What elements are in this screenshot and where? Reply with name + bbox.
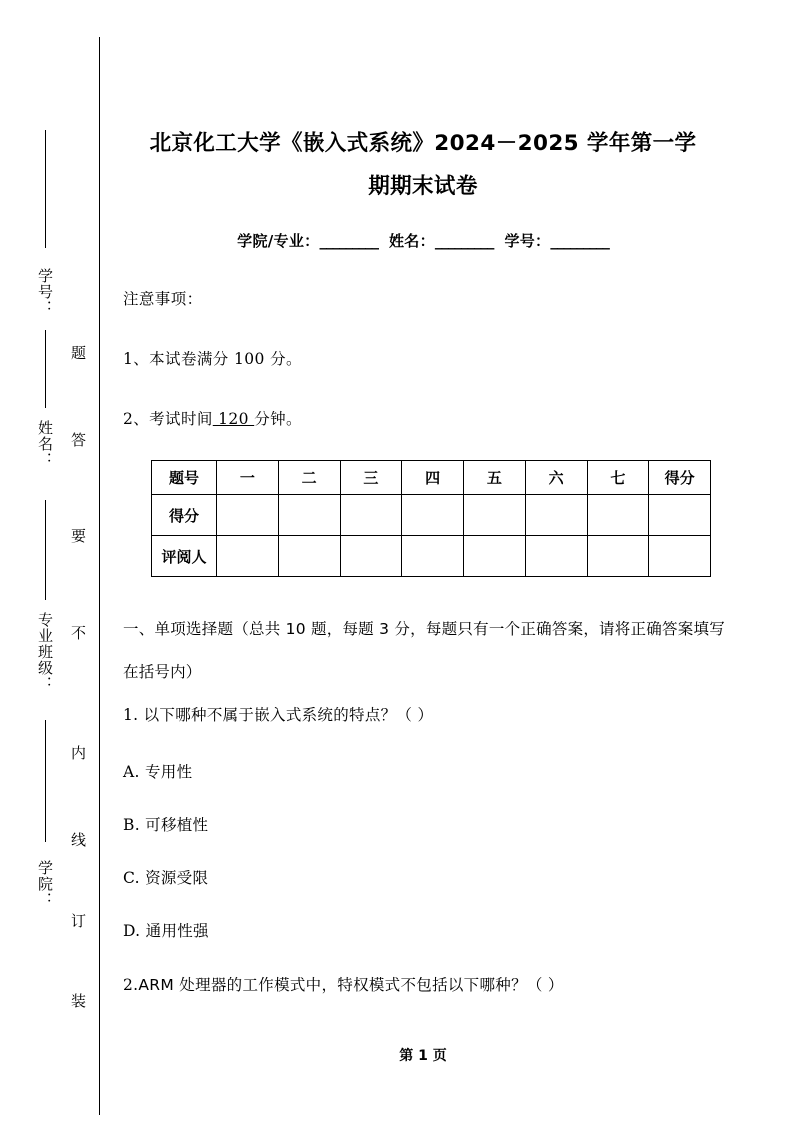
option-text: 专用性 xyxy=(144,763,193,781)
table-header-cell: 三 xyxy=(340,461,402,495)
notes-item-1: 1、本试卷满分 100 分。 xyxy=(123,350,302,368)
seal-char: 不 xyxy=(69,625,87,640)
table-header-cell: 七 xyxy=(587,461,649,495)
sidebar-divider-line xyxy=(99,37,100,1115)
section-heading-1: 一、单项选择题（总共 10 题，每题 3 分，每题只有一个正确答案，请将正确答案填写在括号内） xyxy=(123,620,725,681)
grader-cell[interactable] xyxy=(649,536,711,577)
sidebar-label-major-class: 专业班级： xyxy=(36,612,54,692)
option-letter: D. xyxy=(123,922,141,940)
grader-cell[interactable] xyxy=(402,536,464,577)
option-letter: A. xyxy=(123,763,140,781)
score-cell[interactable] xyxy=(217,495,279,536)
college-major-blank[interactable]: _________ xyxy=(319,232,378,250)
grader-cell[interactable] xyxy=(278,536,340,577)
sidebar-label-college: 学院： xyxy=(36,860,54,908)
grader-cell[interactable] xyxy=(340,536,402,577)
score-cell[interactable] xyxy=(402,495,464,536)
table-header-cell: 题号 xyxy=(152,461,217,495)
table-row xyxy=(152,536,711,577)
score-cell[interactable] xyxy=(525,495,587,536)
score-table xyxy=(151,460,711,577)
table-header-cell: 得分 xyxy=(649,461,711,495)
name-label: 姓名： xyxy=(388,232,435,250)
seal-char: 答 xyxy=(69,432,87,447)
question-2-number: 2. xyxy=(123,976,139,994)
grader-cell[interactable] xyxy=(587,536,649,577)
table-header-cell: 二 xyxy=(278,461,340,495)
table-header-cell: 一 xyxy=(217,461,279,495)
question-1-text: 以下哪种不属于嵌入式系统的特点？（ ） xyxy=(143,706,434,724)
question-1-option-d[interactable] xyxy=(123,919,723,941)
grader-cell[interactable] xyxy=(464,536,526,577)
option-letter: B. xyxy=(123,816,140,834)
seal-char: 要 xyxy=(69,528,87,543)
score-cell[interactable] xyxy=(587,495,649,536)
notes-heading: 注意事项： xyxy=(123,290,203,308)
page-title xyxy=(123,122,723,208)
table-row-label: 得分 xyxy=(152,495,217,536)
sidebar-seal-line-text xyxy=(63,0,93,1122)
name-blank[interactable]: _________ xyxy=(434,232,494,250)
score-cell[interactable] xyxy=(464,495,526,536)
table-row xyxy=(152,461,711,495)
grader-cell[interactable] xyxy=(217,536,279,577)
seal-char: 线 xyxy=(69,832,87,847)
notes-item-2 xyxy=(123,407,723,429)
college-major-label: 学院/专业： xyxy=(237,232,320,250)
table-header-cell: 六 xyxy=(525,461,587,495)
page-title-line-1: 北京化工大学《嵌入式系统》2024－2025 学年第一学 xyxy=(149,131,697,156)
question-2 xyxy=(123,973,723,995)
page-title-line-2: 期期末试卷 xyxy=(368,174,478,199)
question-1-number: 1. xyxy=(123,706,139,724)
score-cell[interactable] xyxy=(649,495,711,536)
seal-char: 题 xyxy=(69,345,87,360)
student-id-label: 学号： xyxy=(504,232,551,250)
page-footer: 第 1 页 xyxy=(399,1048,447,1064)
exam-duration-value: 120 xyxy=(212,410,255,428)
student-id-blank[interactable]: _________ xyxy=(550,232,609,250)
sidebar-student-fields xyxy=(28,0,62,1122)
question-1-option-a[interactable] xyxy=(123,760,723,782)
student-info-line xyxy=(123,230,723,251)
table-row-label: 评阅人 xyxy=(152,536,217,577)
sidebar-field-rule xyxy=(45,720,46,842)
notes-item-2-suffix: 分钟。 xyxy=(254,410,302,428)
table-header-cell: 四 xyxy=(402,461,464,495)
sidebar-field-rule xyxy=(45,330,46,408)
sidebar-label-student-id: 学号： xyxy=(36,268,54,316)
score-cell[interactable] xyxy=(340,495,402,536)
exam-paper-body xyxy=(123,0,723,1122)
seal-char: 内 xyxy=(69,745,87,760)
score-cell[interactable] xyxy=(278,495,340,536)
question-2-text: ARM 处理器的工作模式中，特权模式不包括以下哪种？（ ） xyxy=(138,976,564,994)
option-text: 可移植性 xyxy=(145,816,209,834)
option-text: 资源受限 xyxy=(145,869,209,887)
question-1-option-c[interactable] xyxy=(123,866,723,888)
sidebar-field-rule xyxy=(45,500,46,600)
sidebar-field-rule xyxy=(45,130,46,248)
table-row xyxy=(152,495,711,536)
question-1-option-b[interactable] xyxy=(123,813,723,835)
seal-char: 订 xyxy=(69,913,87,928)
option-text: 通用性强 xyxy=(145,922,209,940)
sidebar-label-name: 姓名： xyxy=(36,420,54,468)
question-1 xyxy=(123,703,723,725)
seal-char: 装 xyxy=(69,993,87,1008)
table-header-cell: 五 xyxy=(464,461,526,495)
binding-sidebar xyxy=(0,0,100,1122)
notes-item-2-prefix: 2、考试时间 xyxy=(123,410,213,428)
grader-cell[interactable] xyxy=(525,536,587,577)
option-letter: C. xyxy=(123,869,140,887)
